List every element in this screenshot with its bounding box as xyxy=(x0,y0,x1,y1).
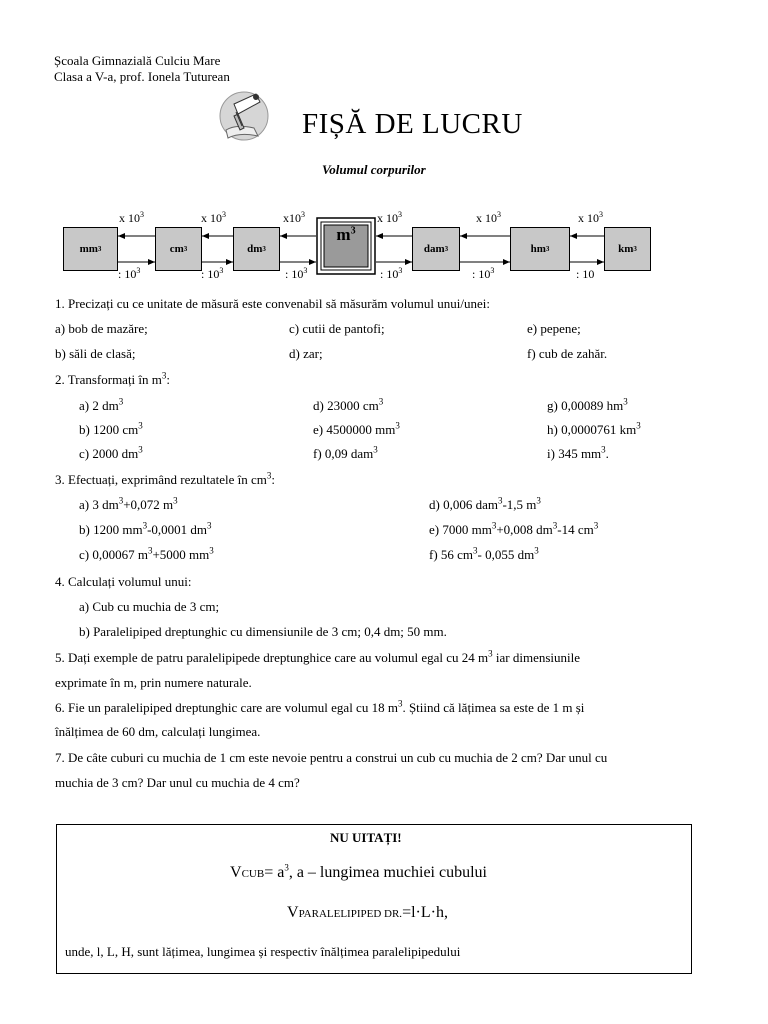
question-7: 7. De câte cuburi cu muchia de 1 cm este nevoie pentru a construi un cub cu muchia de 2 cm? Dar unul cu xyxy=(55,750,608,765)
q1-item-b: b) săli de clasă; xyxy=(55,346,136,361)
question-7-cont: muchia de 3 cm? Dar unul cu muchia de 4 cm? xyxy=(55,775,300,790)
q3-item-b: b) 1200 $mm^3-0,0001$ $dm^3$ xyxy=(79,520,212,537)
q3-item-f: f) 56 $cm^3-$ 0,055 $dm^3$ xyxy=(429,545,539,562)
q2-item-a: a) 2 $dm^3$ xyxy=(79,396,124,413)
question-1: 1. Precizați cu ce unitate de măsură este convenabil să măsurăm volumul unui/unei: xyxy=(55,296,490,311)
div-label: : $10^3$ xyxy=(472,266,495,281)
unit-box-dam3: dam 3 xyxy=(412,227,460,271)
q1-item-e: e) pepene; xyxy=(527,321,581,336)
q2-item-i: i) 345 $mm^3$. xyxy=(547,444,609,461)
mul-label: $x10^3$ xyxy=(283,210,305,225)
question-6-cont: înălțimea de 60 dm, calculați lungimea. xyxy=(55,724,261,739)
school-name: Școala Gimnazială Culciu Mare xyxy=(54,53,221,68)
unit-box-km3: km 3 xyxy=(604,227,651,271)
question-4: 4. Calculați volumul unui: xyxy=(55,574,192,589)
mul-label: x $10^3$ xyxy=(119,210,144,225)
div-label: : $10^3$ xyxy=(118,266,141,281)
q1-item-f: f) cub de zahăr. xyxy=(527,346,608,361)
cuboid-formula: VPARALELIPIPED DR.=l·L·h, xyxy=(287,904,448,921)
mul-label: x $10^3$ xyxy=(476,210,501,225)
div-label: : $10^3$ xyxy=(380,266,403,281)
mul-label: x $10^3$ xyxy=(201,210,226,225)
div-label: : $10^3$ xyxy=(285,266,308,281)
q3-item-e: e) 7000 $mm^3+0,008$ $dm^3-14$ $cm^3$ xyxy=(429,520,599,537)
question-6: 6. Fie un paralelipiped dreptunghic care are volumul egal cu 18 $m^3$. Știind că lățimea sa este de 1 m și xyxy=(55,698,585,715)
div-label: : 10 xyxy=(576,267,595,281)
reminder-footnote: unde, l, L, H, sunt lățimea, lungimea și respectiv înălțimea paralelipipedului xyxy=(65,944,461,959)
q3-item-d: d) 0,006 dam$^3$-1,5 $m^3$ xyxy=(429,495,541,512)
unit-box-cm3: cm 3 xyxy=(155,227,202,271)
q2-item-b: b) 1200 $cm^3$ xyxy=(79,420,143,437)
unit-box-m3: $m^3$ xyxy=(336,225,356,244)
unit-box-dm3: dm 3 xyxy=(233,227,280,271)
q2-item-e: e) 4500000 $mm^3$ xyxy=(313,420,400,437)
question-5-cont: exprimate în m, prin numere naturale. xyxy=(55,675,252,690)
question-2: 2. Transformați în $m^3$: xyxy=(55,370,171,387)
mul-label: x $10^3$ xyxy=(578,210,603,225)
q4-item-b: b) Paralelipiped dreptunghic cu dimensiunile de 3 cm; 0,4 dm; 50 mm. xyxy=(79,624,447,639)
q3-item-a: a) 3 $dm^3+0,072$ $m^3$ xyxy=(79,495,178,512)
page-subtitle: Volumul corpurilor xyxy=(322,162,426,177)
question-3: 3. Efectuați, exprimând rezultatele în $cm^3$: xyxy=(55,470,276,487)
q2-item-g: g) 0,00089 $hm^3$ xyxy=(547,396,628,413)
unit-box-hm3: hm 3 xyxy=(510,227,570,271)
q2-item-f: f) 0,09 dam$^3$ xyxy=(313,444,378,461)
class-teacher: Clasa a V-a, prof. Ionela Tuturean xyxy=(54,69,230,84)
question-5: 5. Dați exemple de patru paralelipipede dreptunghice care au volumul egal cu 24 $m^3$ iar dimensiunile xyxy=(55,648,581,665)
cube-formula: VCUB= $a^3$, a – lungimea muchiei cubului xyxy=(230,862,487,881)
q1-item-c: c) cutii de pantofi; xyxy=(289,321,385,336)
q1-item-a: a) bob de mazăre; xyxy=(55,321,148,336)
q3-item-c: c) 0,00067 $m^3+5000$ $mm^3$ xyxy=(79,545,214,562)
q1-item-d: d) zar; xyxy=(289,346,323,361)
q2-item-h: h) 0,0000761 $km^3$ xyxy=(547,420,641,437)
unit-box-mm3: mm 3 xyxy=(63,227,118,271)
reminder-title: NU UITAȚI! xyxy=(330,830,402,845)
mul-label: x $10^3$ xyxy=(377,210,402,225)
q4-item-a: a) Cub cu muchia de 3 cm; xyxy=(79,599,220,614)
q2-item-d: d) 23000 $cm^3$ xyxy=(313,396,384,413)
page-title: FIȘĂ DE LUCRU xyxy=(302,108,523,140)
div-label: : $10^3$ xyxy=(201,266,224,281)
q2-item-c: c) 2000 $dm^3$ xyxy=(79,444,143,461)
